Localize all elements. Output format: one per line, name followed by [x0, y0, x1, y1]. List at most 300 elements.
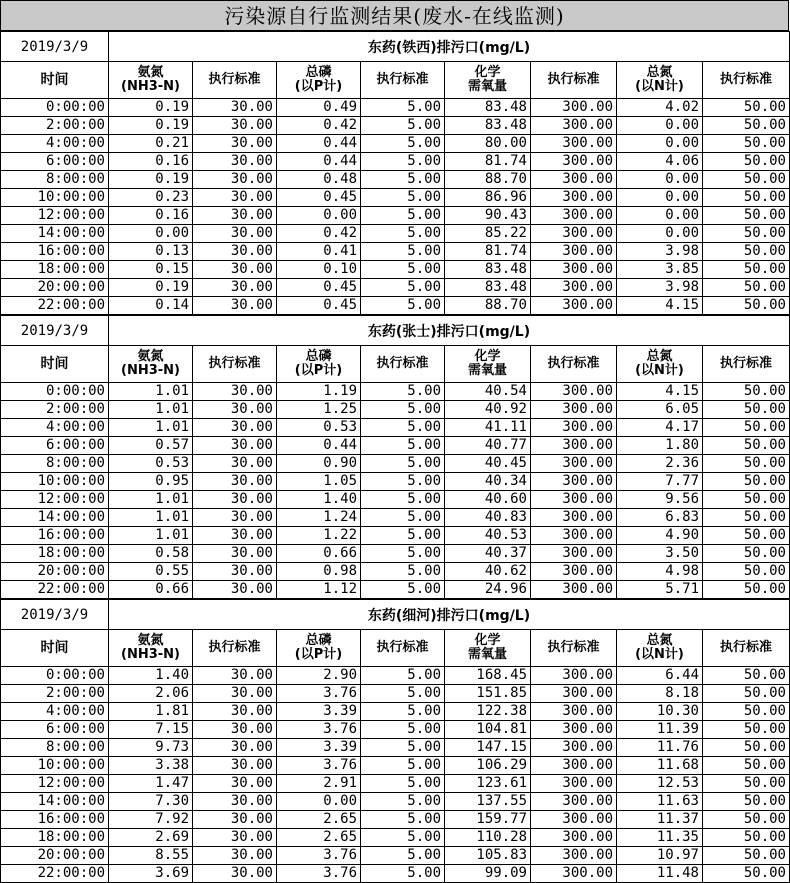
tn-value: 0.00: [617, 207, 703, 225]
time-cell: 20:00:00: [1, 847, 109, 865]
tn-value: 4.90: [617, 527, 703, 545]
tp-standard: 5.00: [361, 757, 445, 775]
cod-standard: 300.00: [531, 563, 617, 581]
tn-value: 3.98: [617, 279, 703, 297]
time-cell: 14:00:00: [1, 225, 109, 243]
tp-standard: 5.00: [361, 297, 445, 315]
report-title: 污染源自行监测结果(废水-在线监测): [0, 0, 789, 31]
time-cell: 4:00:00: [1, 419, 109, 437]
table-row: [1, 401, 790, 419]
tn-standard: 50.00: [703, 811, 790, 829]
time-cell: 10:00:00: [1, 757, 109, 775]
tn-value: 7.77: [617, 473, 703, 491]
cod-standard: 300.00: [531, 775, 617, 793]
tn-standard: 50.00: [703, 419, 790, 437]
tp-standard: 5.00: [361, 667, 445, 685]
cod-value: 147.15: [445, 739, 531, 757]
table-row: [1, 473, 790, 491]
nh3-standard: 30.00: [193, 721, 277, 739]
nh3-standard: 30.00: [193, 739, 277, 757]
tn-value: 4.06: [617, 153, 703, 171]
time-cell: 6:00:00: [1, 437, 109, 455]
tp-standard: 5.00: [361, 685, 445, 703]
tn-standard: 50.00: [703, 721, 790, 739]
section-date: 2019/3/9: [1, 316, 109, 346]
nh3-value: 1.40: [109, 667, 193, 685]
table-row: [1, 171, 790, 189]
col-header-tn-std: 执行标准: [703, 630, 790, 667]
tn-value: 0.00: [617, 135, 703, 153]
time-cell: 0:00:00: [1, 667, 109, 685]
table-row: [1, 279, 790, 297]
nh3-standard: 30.00: [193, 703, 277, 721]
tp-standard: 5.00: [361, 793, 445, 811]
tn-value: 4.17: [617, 419, 703, 437]
col-header-nh3: 氨氮 (NH3-N): [109, 62, 193, 99]
nh3-value: 0.95: [109, 473, 193, 491]
cod-value: 123.61: [445, 775, 531, 793]
cod-standard: 300.00: [531, 757, 617, 775]
col-header-tn: 总氮 (以N计): [617, 630, 703, 667]
time-cell: 16:00:00: [1, 811, 109, 829]
cod-standard: 300.00: [531, 401, 617, 419]
cod-value: 40.60: [445, 491, 531, 509]
tn-standard: 50.00: [703, 473, 790, 491]
section-date: 2019/3/9: [1, 32, 109, 62]
table-row: [1, 491, 790, 509]
cod-value: 122.38: [445, 703, 531, 721]
cod-standard: 300.00: [531, 383, 617, 401]
cod-standard: 300.00: [531, 207, 617, 225]
time-cell: 8:00:00: [1, 739, 109, 757]
tp-standard: 5.00: [361, 383, 445, 401]
cod-value: 106.29: [445, 757, 531, 775]
tp-standard: 5.00: [361, 225, 445, 243]
tp-value: 3.39: [277, 703, 361, 721]
tp-value: 0.44: [277, 437, 361, 455]
tn-value: 9.56: [617, 491, 703, 509]
tn-standard: 50.00: [703, 667, 790, 685]
cod-standard: 300.00: [531, 419, 617, 437]
nh3-value: 0.58: [109, 545, 193, 563]
nh3-value: 1.01: [109, 491, 193, 509]
nh3-standard: 30.00: [193, 297, 277, 315]
nh3-value: 0.16: [109, 153, 193, 171]
cod-value: 83.48: [445, 261, 531, 279]
nh3-standard: 30.00: [193, 225, 277, 243]
nh3-value: 1.01: [109, 383, 193, 401]
cod-value: 88.70: [445, 297, 531, 315]
cod-value: 40.34: [445, 473, 531, 491]
cod-standard: 300.00: [531, 473, 617, 491]
table-row: [1, 811, 790, 829]
tn-value: 6.44: [617, 667, 703, 685]
nh3-standard: 30.00: [193, 775, 277, 793]
nh3-value: 0.55: [109, 563, 193, 581]
time-cell: 6:00:00: [1, 721, 109, 739]
time-cell: 8:00:00: [1, 455, 109, 473]
cod-standard: 300.00: [531, 189, 617, 207]
cod-value: 83.48: [445, 279, 531, 297]
table-row: [1, 581, 790, 599]
nh3-standard: 30.00: [193, 189, 277, 207]
nh3-value: 3.38: [109, 757, 193, 775]
nh3-value: 2.69: [109, 829, 193, 847]
tn-value: 11.68: [617, 757, 703, 775]
tn-standard: 50.00: [703, 279, 790, 297]
cod-value: 83.48: [445, 117, 531, 135]
tp-standard: 5.00: [361, 419, 445, 437]
time-cell: 6:00:00: [1, 153, 109, 171]
outlet-title: 东药(细河)排污口(mg/L): [109, 600, 790, 630]
tp-standard: 5.00: [361, 207, 445, 225]
table-row: [1, 99, 790, 117]
tn-standard: 50.00: [703, 829, 790, 847]
nh3-value: 7.92: [109, 811, 193, 829]
tn-standard: 50.00: [703, 383, 790, 401]
tp-value: 0.98: [277, 563, 361, 581]
time-cell: 0:00:00: [1, 99, 109, 117]
cod-value: 159.77: [445, 811, 531, 829]
tp-standard: 5.00: [361, 437, 445, 455]
tp-value: 1.12: [277, 581, 361, 599]
nh3-value: 1.01: [109, 527, 193, 545]
tp-standard: 5.00: [361, 581, 445, 599]
nh3-value: 0.14: [109, 297, 193, 315]
table-row: [1, 775, 790, 793]
cod-standard: 300.00: [531, 437, 617, 455]
tn-standard: 50.00: [703, 509, 790, 527]
nh3-value: 2.06: [109, 685, 193, 703]
tp-standard: 5.00: [361, 261, 445, 279]
outlet-title: 东药(张士)排污口(mg/L): [109, 316, 790, 346]
cod-standard: 300.00: [531, 455, 617, 473]
tn-value: 11.39: [617, 721, 703, 739]
tn-value: 11.48: [617, 865, 703, 883]
cod-standard: 300.00: [531, 865, 617, 883]
nh3-standard: 30.00: [193, 135, 277, 153]
table-row: [1, 189, 790, 207]
tn-value: 0.00: [617, 117, 703, 135]
tp-standard: 5.00: [361, 279, 445, 297]
tp-standard: 5.00: [361, 189, 445, 207]
col-header-tn: 总氮 (以N计): [617, 62, 703, 99]
tn-value: 11.35: [617, 829, 703, 847]
cod-standard: 300.00: [531, 297, 617, 315]
tp-standard: 5.00: [361, 171, 445, 189]
nh3-value: 0.57: [109, 437, 193, 455]
col-header-time: 时间: [1, 346, 109, 383]
table-row: [1, 261, 790, 279]
nh3-standard: 30.00: [193, 171, 277, 189]
nh3-value: 1.81: [109, 703, 193, 721]
table-row: [1, 419, 790, 437]
nh3-standard: 30.00: [193, 865, 277, 883]
tn-standard: 50.00: [703, 775, 790, 793]
time-cell: 0:00:00: [1, 383, 109, 401]
cod-value: 40.45: [445, 455, 531, 473]
tn-standard: 50.00: [703, 581, 790, 599]
tn-standard: 50.00: [703, 401, 790, 419]
cod-value: 40.62: [445, 563, 531, 581]
col-header-tp-std: 执行标准: [361, 62, 445, 99]
tn-value: 10.97: [617, 847, 703, 865]
time-cell: 20:00:00: [1, 279, 109, 297]
tp-standard: 5.00: [361, 739, 445, 757]
tp-standard: 5.00: [361, 473, 445, 491]
tn-value: 5.71: [617, 581, 703, 599]
time-cell: 12:00:00: [1, 775, 109, 793]
tp-standard: 5.00: [361, 829, 445, 847]
col-header-tn-std: 执行标准: [703, 62, 790, 99]
nh3-value: 1.01: [109, 401, 193, 419]
tp-value: 1.24: [277, 509, 361, 527]
tn-standard: 50.00: [703, 865, 790, 883]
cod-standard: 300.00: [531, 225, 617, 243]
nh3-value: 0.19: [109, 117, 193, 135]
nh3-standard: 30.00: [193, 419, 277, 437]
cod-standard: 300.00: [531, 703, 617, 721]
cod-standard: 300.00: [531, 667, 617, 685]
tp-standard: 5.00: [361, 865, 445, 883]
cod-value: 81.74: [445, 243, 531, 261]
time-cell: 4:00:00: [1, 135, 109, 153]
col-header-tp: 总磷 (以P计): [277, 62, 361, 99]
nh3-value: 0.15: [109, 261, 193, 279]
nh3-value: 0.19: [109, 279, 193, 297]
nh3-value: 0.23: [109, 189, 193, 207]
tn-standard: 50.00: [703, 491, 790, 509]
tp-value: 0.41: [277, 243, 361, 261]
tp-value: 0.44: [277, 135, 361, 153]
time-cell: 18:00:00: [1, 545, 109, 563]
tp-value: 0.42: [277, 117, 361, 135]
time-cell: 16:00:00: [1, 243, 109, 261]
table-row: [1, 829, 790, 847]
tn-standard: 50.00: [703, 243, 790, 261]
tp-value: 2.90: [277, 667, 361, 685]
nh3-value: 0.66: [109, 581, 193, 599]
table-row: [1, 117, 790, 135]
col-header-time: 时间: [1, 630, 109, 667]
tp-value: 1.22: [277, 527, 361, 545]
monitoring-table: [0, 315, 790, 599]
cod-value: 151.85: [445, 685, 531, 703]
cod-standard: 300.00: [531, 847, 617, 865]
col-header-tp: 总磷 (以P计): [277, 346, 361, 383]
table-row: [1, 297, 790, 315]
table-row: [1, 685, 790, 703]
table-row: [1, 563, 790, 581]
nh3-value: 8.55: [109, 847, 193, 865]
time-cell: 14:00:00: [1, 509, 109, 527]
nh3-standard: 30.00: [193, 473, 277, 491]
nh3-value: 0.19: [109, 171, 193, 189]
tp-value: 0.00: [277, 207, 361, 225]
tn-value: 11.63: [617, 793, 703, 811]
tn-value: 0.00: [617, 171, 703, 189]
nh3-standard: 30.00: [193, 757, 277, 775]
nh3-standard: 30.00: [193, 243, 277, 261]
monitoring-table: [0, 31, 790, 315]
tn-standard: 50.00: [703, 225, 790, 243]
col-header-nh3-std: 执行标准: [193, 62, 277, 99]
tp-standard: 5.00: [361, 135, 445, 153]
tn-value: 4.98: [617, 563, 703, 581]
tp-standard: 5.00: [361, 563, 445, 581]
cod-standard: 300.00: [531, 99, 617, 117]
cod-value: 90.43: [445, 207, 531, 225]
cod-value: 110.28: [445, 829, 531, 847]
col-header-nh3-std: 执行标准: [193, 346, 277, 383]
tn-value: 12.53: [617, 775, 703, 793]
cod-standard: 300.00: [531, 685, 617, 703]
cod-standard: 300.00: [531, 739, 617, 757]
table-row: [1, 225, 790, 243]
tn-standard: 50.00: [703, 153, 790, 171]
cod-value: 168.45: [445, 667, 531, 685]
tp-standard: 5.00: [361, 153, 445, 171]
cod-value: 40.37: [445, 545, 531, 563]
cod-value: 99.09: [445, 865, 531, 883]
tp-standard: 5.00: [361, 401, 445, 419]
col-header-tn-std: 执行标准: [703, 346, 790, 383]
col-header-cod: 化学 需氧量: [445, 346, 531, 383]
cod-standard: 300.00: [531, 153, 617, 171]
table-row: [1, 207, 790, 225]
nh3-value: 0.21: [109, 135, 193, 153]
tn-value: 3.50: [617, 545, 703, 563]
nh3-value: 0.00: [109, 225, 193, 243]
nh3-standard: 30.00: [193, 545, 277, 563]
table-row: [1, 847, 790, 865]
cod-value: 86.96: [445, 189, 531, 207]
nh3-standard: 30.00: [193, 509, 277, 527]
tp-value: 3.76: [277, 721, 361, 739]
col-header-nh3-std: 执行标准: [193, 630, 277, 667]
table-row: [1, 721, 790, 739]
tn-standard: 50.00: [703, 527, 790, 545]
tn-value: 8.18: [617, 685, 703, 703]
tp-value: 0.00: [277, 793, 361, 811]
tn-standard: 50.00: [703, 297, 790, 315]
time-cell: 22:00:00: [1, 865, 109, 883]
tp-value: 3.76: [277, 865, 361, 883]
nh3-value: 9.73: [109, 739, 193, 757]
table-row: [1, 437, 790, 455]
table-row: [1, 667, 790, 685]
tp-standard: 5.00: [361, 491, 445, 509]
tn-standard: 50.00: [703, 437, 790, 455]
table-row: [1, 243, 790, 261]
cod-value: 105.83: [445, 847, 531, 865]
table-row: [1, 793, 790, 811]
tn-value: 11.76: [617, 739, 703, 757]
tn-standard: 50.00: [703, 563, 790, 581]
col-header-time: 时间: [1, 62, 109, 99]
tp-value: 0.49: [277, 99, 361, 117]
tn-standard: 50.00: [703, 545, 790, 563]
tp-standard: 5.00: [361, 117, 445, 135]
cod-standard: 300.00: [531, 261, 617, 279]
col-header-cod: 化学 需氧量: [445, 62, 531, 99]
table-row: [1, 455, 790, 473]
outlet-title: 东药(铁西)排污口(mg/L): [109, 32, 790, 62]
tn-standard: 50.00: [703, 117, 790, 135]
tp-standard: 5.00: [361, 509, 445, 527]
tp-standard: 5.00: [361, 527, 445, 545]
nh3-value: 7.15: [109, 721, 193, 739]
tn-value: 2.36: [617, 455, 703, 473]
col-header-cod-std: 执行标准: [531, 62, 617, 99]
time-cell: 8:00:00: [1, 171, 109, 189]
nh3-value: 1.47: [109, 775, 193, 793]
nh3-standard: 30.00: [193, 685, 277, 703]
tp-standard: 5.00: [361, 703, 445, 721]
nh3-value: 1.01: [109, 419, 193, 437]
table-row: [1, 153, 790, 171]
col-header-nh3: 氨氮 (NH3-N): [109, 346, 193, 383]
cod-standard: 300.00: [531, 545, 617, 563]
tp-standard: 5.00: [361, 545, 445, 563]
tn-value: 6.83: [617, 509, 703, 527]
tp-value: 3.39: [277, 739, 361, 757]
tn-value: 1.80: [617, 437, 703, 455]
nh3-standard: 30.00: [193, 527, 277, 545]
time-cell: 12:00:00: [1, 207, 109, 225]
cod-standard: 300.00: [531, 527, 617, 545]
tp-standard: 5.00: [361, 243, 445, 261]
tp-standard: 5.00: [361, 775, 445, 793]
table-row: [1, 739, 790, 757]
tn-value: 6.05: [617, 401, 703, 419]
col-header-tp-std: 执行标准: [361, 630, 445, 667]
table-row: [1, 703, 790, 721]
col-header-tn: 总氮 (以N计): [617, 346, 703, 383]
time-cell: 4:00:00: [1, 703, 109, 721]
time-cell: 18:00:00: [1, 261, 109, 279]
nh3-standard: 30.00: [193, 581, 277, 599]
nh3-standard: 30.00: [193, 261, 277, 279]
nh3-standard: 30.00: [193, 207, 277, 225]
tn-standard: 50.00: [703, 757, 790, 775]
tp-value: 1.40: [277, 491, 361, 509]
time-cell: 10:00:00: [1, 189, 109, 207]
col-header-cod-std: 执行标准: [531, 346, 617, 383]
tp-value: 1.05: [277, 473, 361, 491]
section-date: 2019/3/9: [1, 600, 109, 630]
tp-value: 0.45: [277, 297, 361, 315]
nh3-value: 0.16: [109, 207, 193, 225]
cod-standard: 300.00: [531, 811, 617, 829]
cod-value: 40.83: [445, 509, 531, 527]
tn-value: 0.00: [617, 225, 703, 243]
nh3-standard: 30.00: [193, 491, 277, 509]
tn-value: 0.00: [617, 189, 703, 207]
tp-value: 2.65: [277, 811, 361, 829]
tn-value: 10.30: [617, 703, 703, 721]
tn-value: 11.37: [617, 811, 703, 829]
tp-value: 2.91: [277, 775, 361, 793]
col-header-cod: 化学 需氧量: [445, 630, 531, 667]
col-header-nh3: 氨氮 (NH3-N): [109, 630, 193, 667]
nh3-standard: 30.00: [193, 563, 277, 581]
cod-standard: 300.00: [531, 491, 617, 509]
time-cell: 22:00:00: [1, 297, 109, 315]
tn-standard: 50.00: [703, 189, 790, 207]
nh3-standard: 30.00: [193, 811, 277, 829]
col-header-tp-std: 执行标准: [361, 346, 445, 383]
